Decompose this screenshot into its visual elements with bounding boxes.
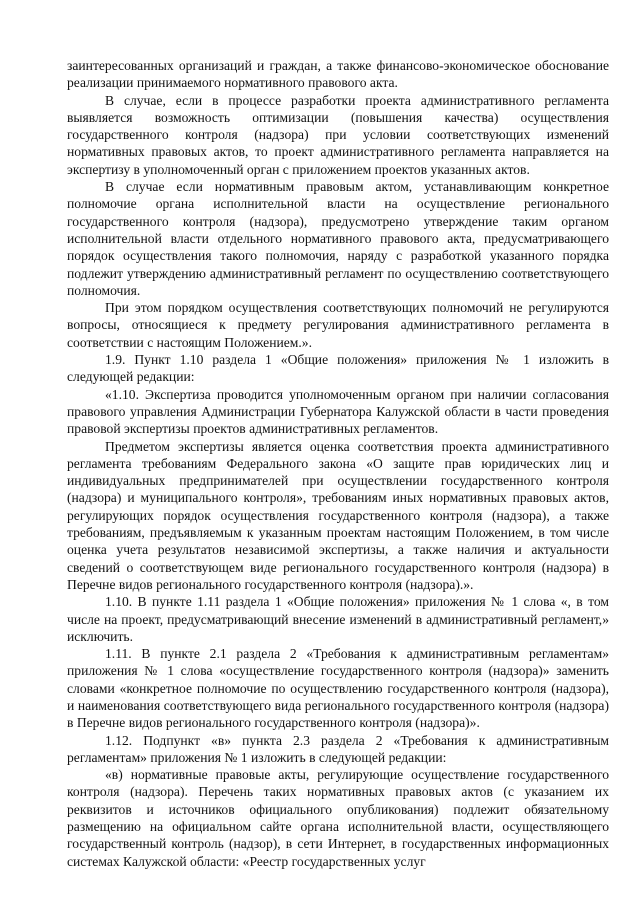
paragraph-procedure-note: При этом порядком осуществления соответствующих полномочий не регулируются вопросы, относящиеся к предмету регулирования административного регламента в соответствии с настоящим Положением.». <box>67 300 609 350</box>
paragraph-optimization-case: В случае, если в процессе разработки проекта административного регламента выявляется возможность оптимизации (повышения качества) осуществления государственного контроля (надзора) при условии соответствующих изменений нормативных правовых актов, то проект административного регламента направляется на экспертизу в уполномоченный орган с приложением проектов указанных актов. <box>67 92 609 177</box>
document-page <box>67 57 609 870</box>
paragraph-item-1-10: 1.10. В пункте 1.11 раздела 1 «Общие положения» приложения № 1 слова «, в том числе на проект, предусматривающий внесение изменений в административный регламент,» исключить. <box>67 594 609 644</box>
paragraph-item-1-10-quote: «1.10. Экспертиза проводится уполномоченным органом при наличии согласования правового управления Администрации Губернатора Калужской области в части проведения правовой экспертизы проектов административных регламентов. <box>67 386 609 437</box>
paragraph-item-1-9: 1.9. Пункт 1.10 раздела 1 «Общие положения» приложения № 1 изложить в следующей редакции: <box>67 352 609 385</box>
paragraph-item-1-11: 1.11. В пункте 2.1 раздела 2 «Требования к административным регламентам» приложения № 1 слова «осуществление государственного контроля (надзора)» заменить словами «конкретное полномочие по осуществлению государственного контроля (надзора), и наименования соответствующего вида регионального государственного контроля (надзора) в Перечне видов регионального государственного контроля (надзора)». <box>67 646 609 731</box>
paragraph-1-continuation: заинтересованных организаций и граждан, а также финансово-экономическое обоснование реализации принимаемого нормативного правового акта. <box>67 58 609 91</box>
paragraph-subitem-v: «в) нормативные правовые акты, регулирующие осуществление государственного контроля (надзора). Перечень таких нормативных правовых актов (с указанием их реквизитов и источников официального опубликования) подлежит обязательному размещению на официальном сайте органа исполнительной власти, осуществляющего государственный контроль (надзор), в сети Интернет, в государственных информационных системах Калужской области: «Реестр государственных услуг <box>67 767 609 869</box>
paragraph-normative-act-case: В случае если нормативным правовым актом, устанавливающим конкретное полномочие органа исполнительной власти на осуществление регионального государственного контроля (надзора), предусмотрено утверждение таким органом исполнительной власти отдельного нормативного правового акта, предусматривающего порядок осуществления такого полномочия, наряду с разработкой указанного порядка подлежит утверждению административный регламент по осуществлению соответствующего полномочия. <box>67 179 609 298</box>
paragraph-expertise-subject: Предметом экспертизы является оценка соответствия проекта административного регламента требованиям Федерального закона «О защите прав юридических лиц и индивидуальных предпринимателей при осуществлении государственного контроля (надзора) и муниципального контроля», требованиям иных нормативных правовых актов, регулирующих порядок осуществления государственного контроля (надзора), а также требованиям, предъявляемым к указанным проектам настоящим Положением, в том числе оценка учета результатов независимой экспертизы, а также наличия и актуальности сведений о соответствующем виде регионального государственного контроля (надзора) в Перечне видов регионального государственного контроля (надзора).». <box>67 438 609 592</box>
paragraph-item-1-12: 1.12. Подпункт «в» пункта 2.3 раздела 2 «Требования к административным регламентам» приложения № 1 изложить в следующей редакции: <box>67 732 609 765</box>
